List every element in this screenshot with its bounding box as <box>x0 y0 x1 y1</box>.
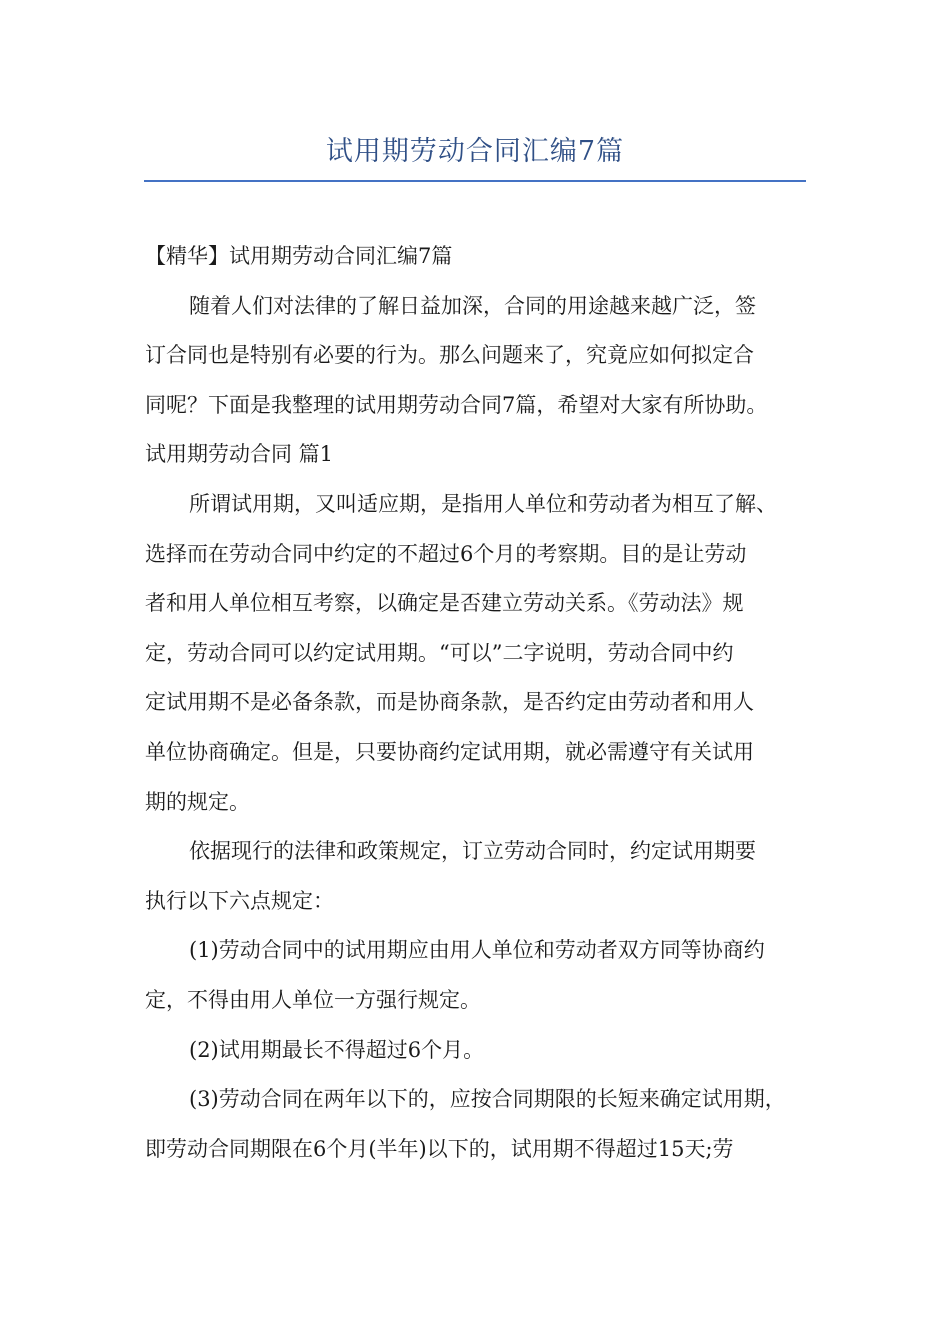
title-underline <box>144 180 806 182</box>
section-heading: 试用期劳动合同 篇1 <box>145 442 334 467</box>
document-title: 试用期劳动合同汇编7篇 <box>325 136 625 167</box>
body-line: 单位协商确定。但是，只要协商约定试用期，就必需遵守有关试用 <box>145 739 754 764</box>
body-line: 定试用期不是必备条款，而是协商条款，是否约定由劳动者和用人 <box>145 690 754 715</box>
body-line: 即劳动合同期限在6个月(半年)以下的，试用期不得超过15天;劳 <box>145 1136 734 1161</box>
body-line: 选择而在劳动合同中约定的不超过6个月的考察期。目的是让劳动 <box>145 541 747 566</box>
list-item: (3)劳动合同在两年以下的，应按合同期限的长短来确定试用期， <box>189 1087 786 1112</box>
body-line: 定，劳动合同可以约定试用期。“可以”二字说明，劳动合同中约 <box>145 640 734 665</box>
body-line: 订合同也是特别有必要的行为。那么问题来了，究竟应如何拟定合 <box>145 343 754 368</box>
list-item: (1)劳动合同中的试用期应由用人单位和劳动者双方同等协商约 <box>189 938 765 963</box>
body-line: 期的规定。 <box>145 789 250 814</box>
body-line: 同呢？下面是我整理的试用期劳动合同7篇，希望对大家有所协助。 <box>145 392 768 417</box>
body-line: 依据现行的法律和政策规定，订立劳动合同时，约定试用期要 <box>189 839 756 864</box>
body-line: 者和用人单位相互考察，以确定是否建立劳动关系。《劳动法》规 <box>145 591 744 616</box>
document-body <box>145 232 827 1174</box>
list-item: (2)试用期最长不得超过6个月。 <box>189 1037 485 1062</box>
body-line: 所谓试用期，又叫适应期，是指用人单位和劳动者为相互了解、 <box>189 491 777 516</box>
body-line: 随着人们对法律的了解日益加深，合同的用途越来越广泛，签 <box>189 293 756 318</box>
body-line: 执行以下六点规定： <box>145 888 334 913</box>
body-line: 定，不得由用人单位一方强行规定。 <box>145 987 481 1012</box>
body-line: 【精华】试用期劳动合同汇编7篇 <box>145 244 453 268</box>
